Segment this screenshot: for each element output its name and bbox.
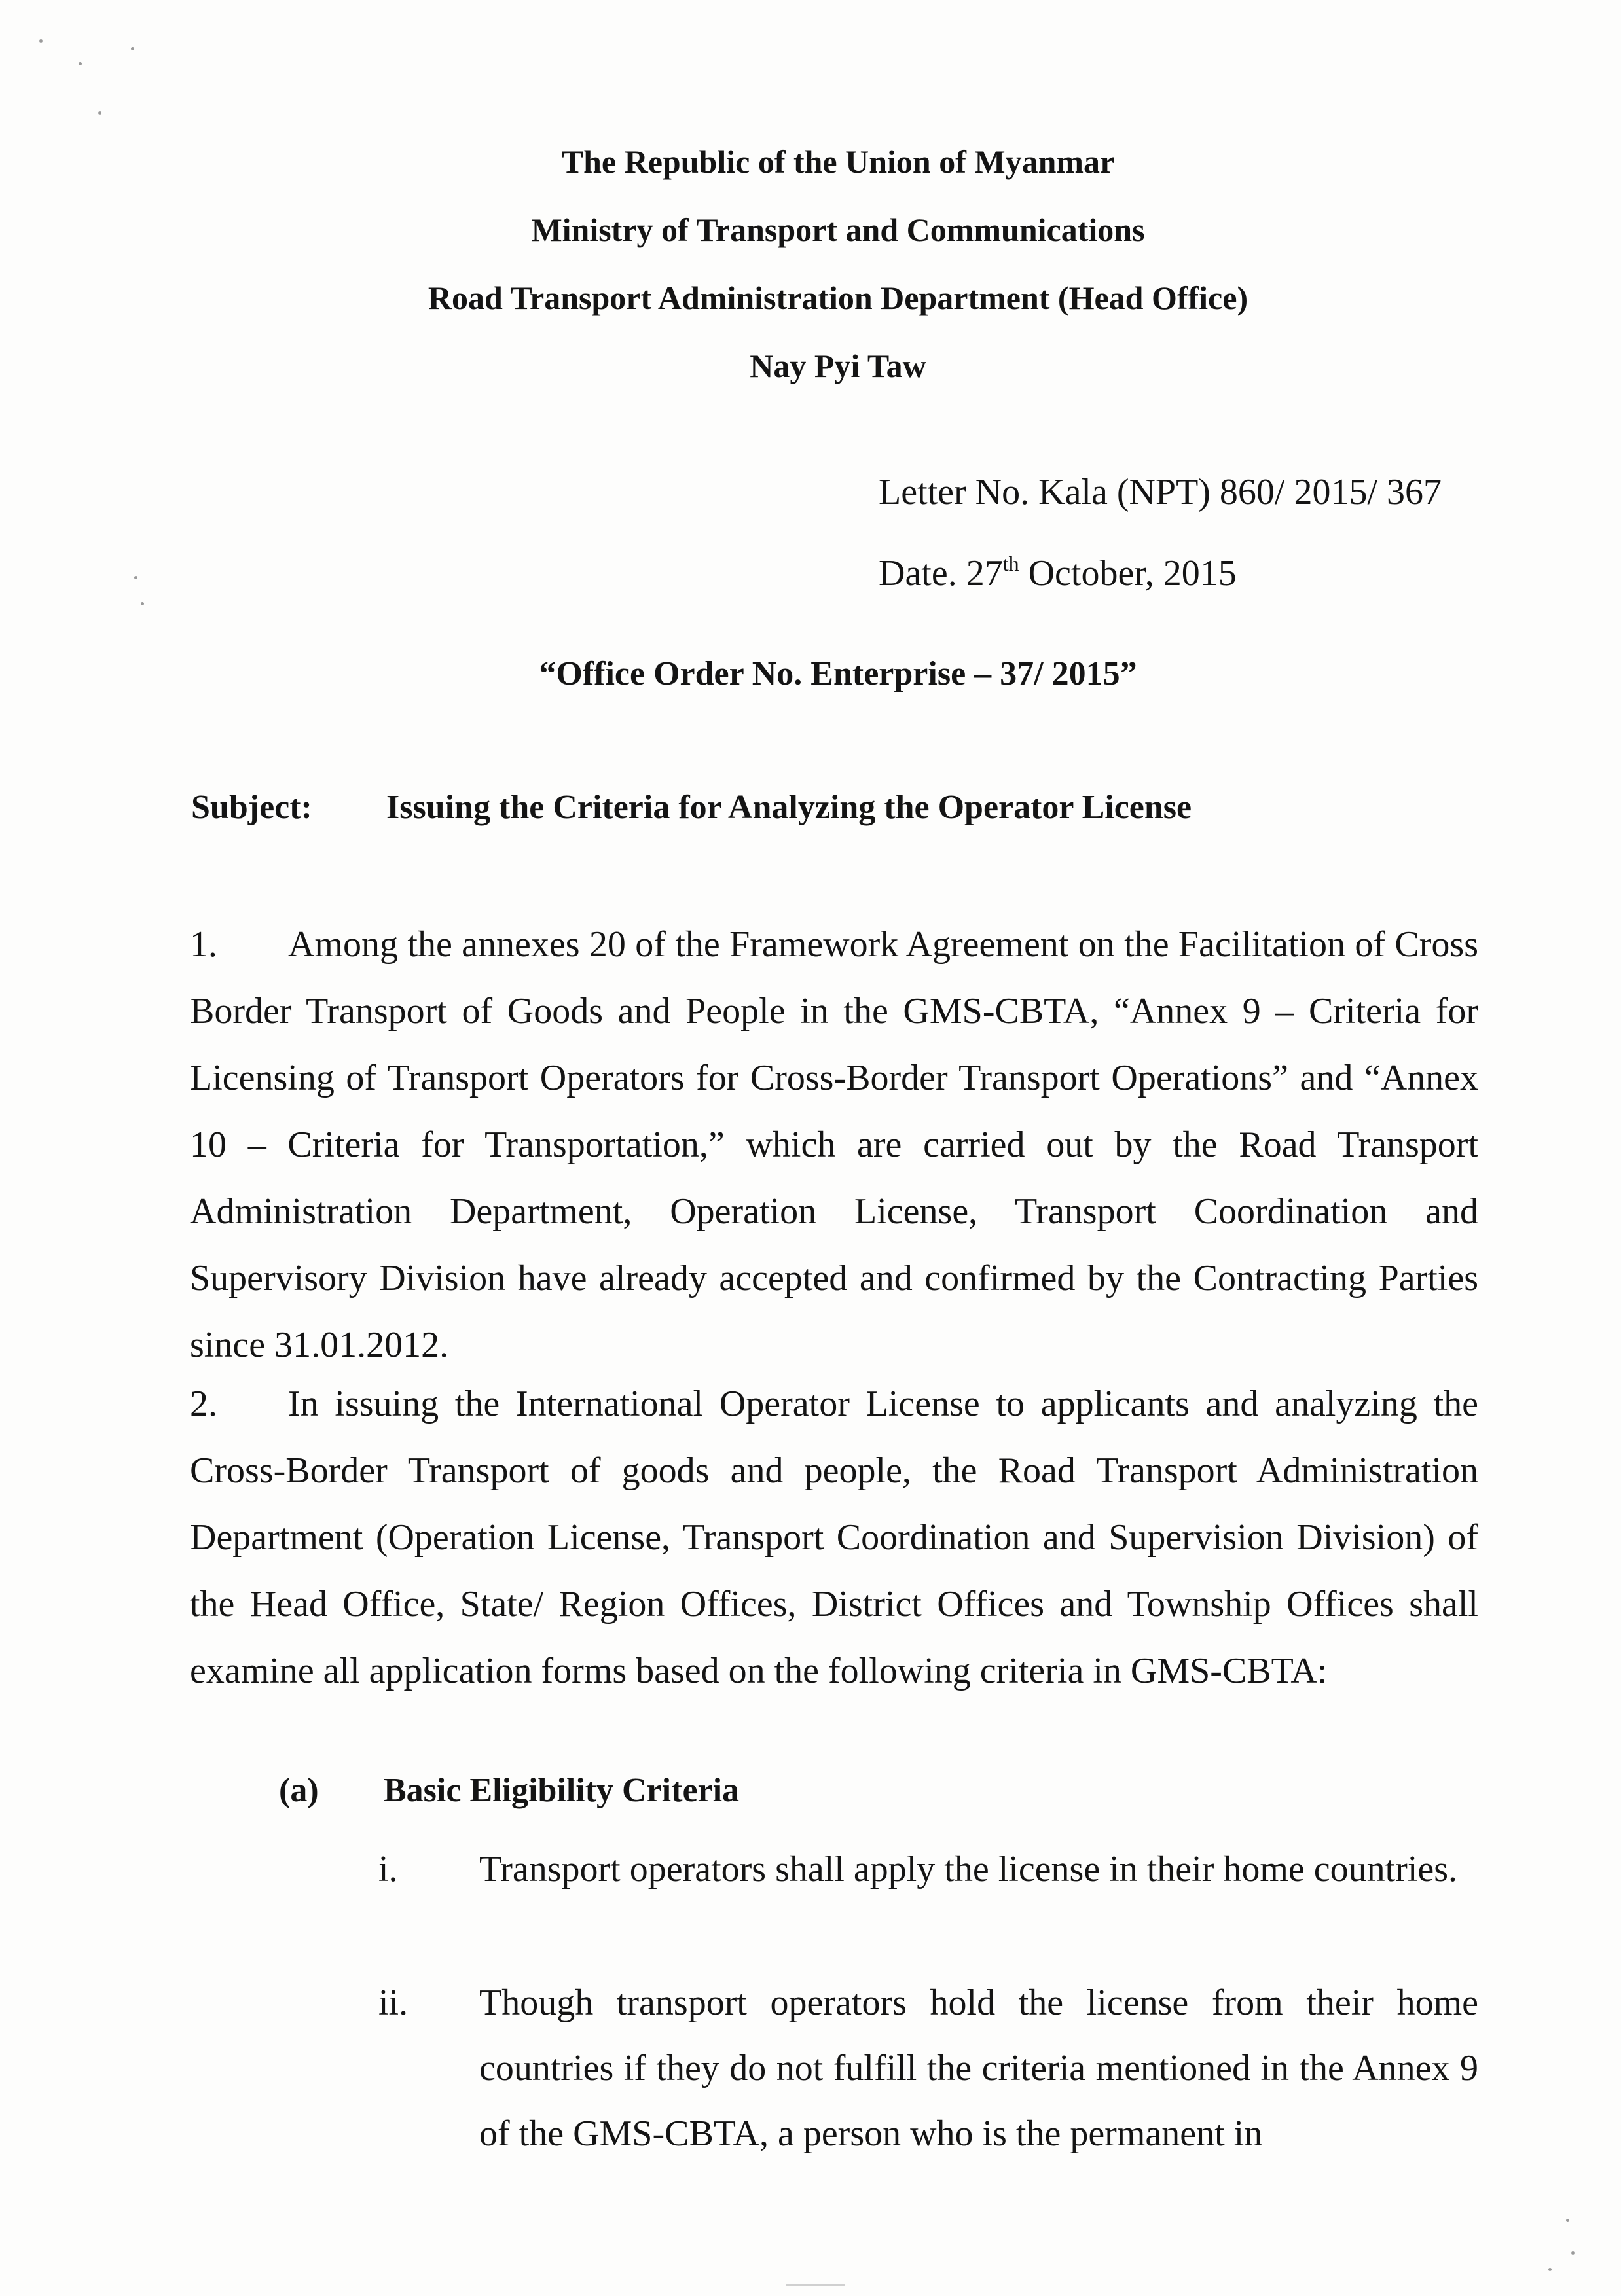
letter-number: Letter No. Kala (NPT) 860/ 2015/ 367 bbox=[879, 472, 1442, 512]
scan-speck bbox=[134, 576, 137, 579]
subject-label: Subject: bbox=[191, 789, 312, 826]
scan-speck bbox=[98, 111, 101, 115]
scan-speck bbox=[39, 39, 43, 43]
letterhead-department: Road Transport Administration Department (Head Office) bbox=[428, 279, 1248, 316]
criteria-text: Though transport operators hold the license from their home countries if they do not fulfill the criteria mentioned in the Annex 9 of the GMS-CBTA, a person who is the permanent in bbox=[479, 1982, 1478, 2154]
letterhead-ministry: Ministry of Transport and Communications bbox=[531, 211, 1145, 248]
scan-speck bbox=[1571, 2251, 1575, 2255]
letterhead-city: Nay Pyi Taw bbox=[750, 348, 926, 384]
letter-date-suffix: October, 2015 bbox=[1019, 553, 1237, 594]
office-order-title: “Office Order No. Enterprise – 37/ 2015” bbox=[539, 655, 1137, 692]
section-heading bbox=[279, 1771, 739, 1810]
letter-reference bbox=[879, 452, 1442, 619]
paragraph-number: 1. bbox=[190, 924, 217, 965]
letter-date bbox=[879, 533, 1442, 619]
subject-line bbox=[191, 788, 1192, 827]
subject-text: Issuing the Criteria for Analyzing the Operator License bbox=[386, 789, 1192, 826]
paragraph-1 bbox=[190, 911, 1478, 1378]
criteria-text: Transport operators shall apply the license in their home countries. bbox=[479, 1849, 1458, 1890]
scan-speck bbox=[79, 62, 82, 65]
scan-speck bbox=[141, 602, 144, 605]
paragraph-text: Among the annexes 20 of the Framework Agreement on the Facilitation of Cross Border Transport of Goods and People in the GMS-CBTA, “Annex 9 – Criteria for Licensing of Transport Operators for Cross-Border Transport Operations” and “Annex 10 – Criteria for Transportation,” which are carried out by the Road Transport Administration Department, Operation License, Transport Coordination and Supervisory Division have already accepted and confirmed by the Contracting Parties since 31.01.2012. bbox=[190, 924, 1478, 1365]
criteria-numeral: ii. bbox=[378, 1982, 409, 2023]
paragraph-2 bbox=[190, 1371, 1478, 1704]
section-label: (a) bbox=[279, 1772, 319, 1809]
letterhead bbox=[0, 128, 1621, 400]
scan-speck bbox=[1548, 2268, 1552, 2271]
section-title: Basic Eligibility Criteria bbox=[384, 1772, 740, 1809]
scan-speck bbox=[131, 47, 134, 50]
scan-speck bbox=[1566, 2219, 1569, 2222]
letter-date-ordinal: th bbox=[1002, 552, 1019, 575]
letterhead-republic: The Republic of the Union of Myanmar bbox=[561, 143, 1115, 180]
paragraph-text: In issuing the International Operator License to applicants and analyzing the Cross-Border Transport of goods and people, the Road Transport Administration Department (Operation License, Transport Coordination and Supervision Division) of the Head Office, State/ Region Offices, District Offices and Township Offices shall examine all application forms based on the following criteria in GMS-CBTA: bbox=[190, 1384, 1478, 1691]
criteria-item bbox=[378, 1837, 1478, 1902]
bottom-edge-mark bbox=[786, 2284, 845, 2286]
letter-date-prefix: Date. 27 bbox=[879, 553, 1003, 594]
criteria-item bbox=[378, 1970, 1478, 2166]
paragraph-number: 2. bbox=[190, 1384, 217, 1424]
criteria-numeral: i. bbox=[378, 1849, 398, 1890]
